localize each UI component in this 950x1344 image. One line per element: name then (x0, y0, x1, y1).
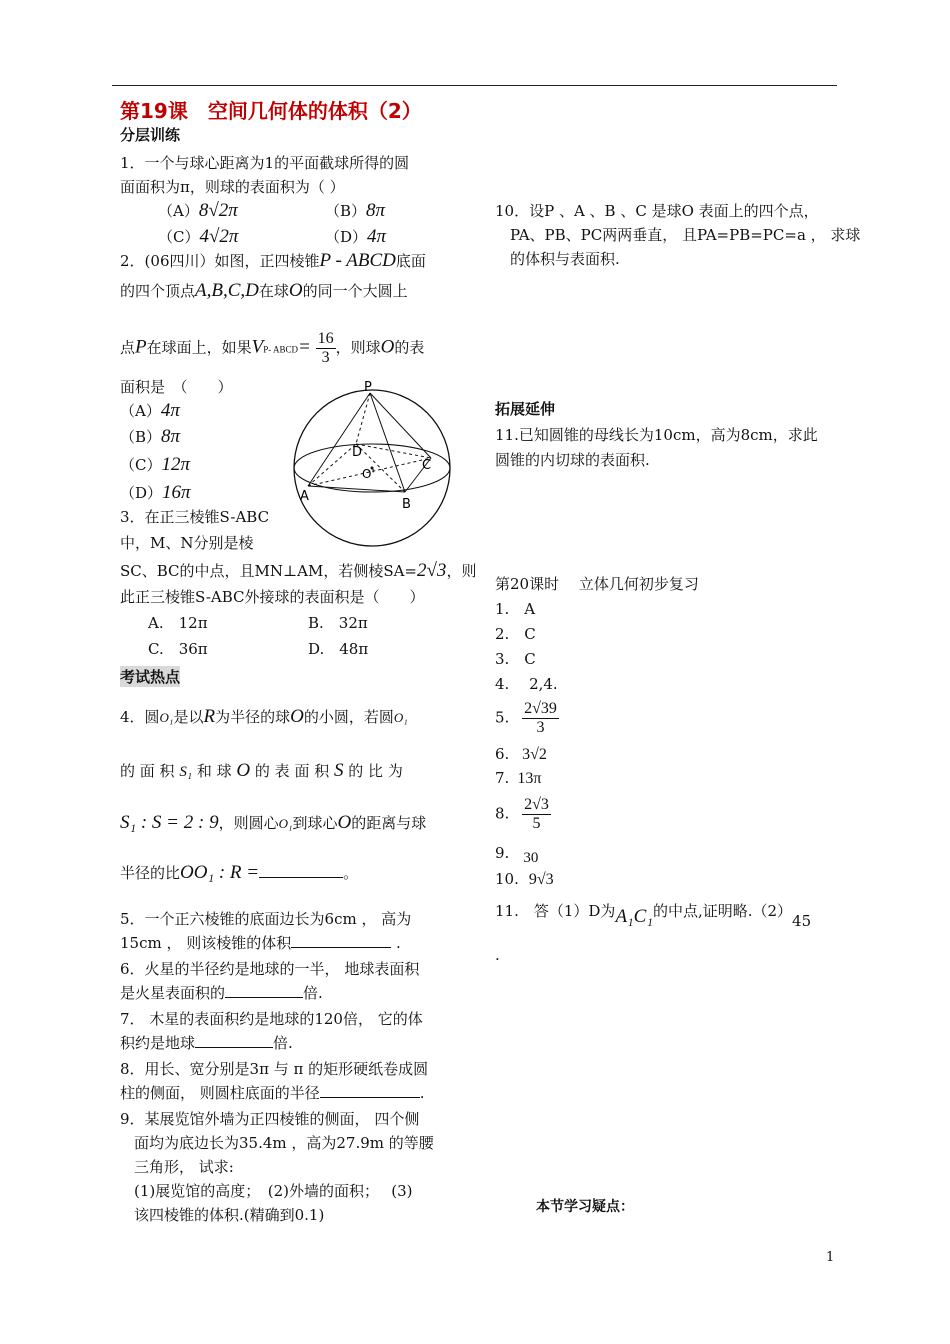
q1-line2: 面面积为π，则球的表面积为（ ） (120, 178, 345, 196)
point-a-label: A (300, 489, 309, 504)
point-b-label: B (402, 497, 411, 512)
q3-option-d: D. 48π (308, 640, 369, 658)
q5-line1: 5．一个正六棱锥的底面边长为6cm ， 高为 (120, 910, 412, 928)
q2-line1: 2．(06四川）如图，正四棱锥P - ABCD底面 (120, 250, 426, 271)
answer-2: 2. C (495, 625, 536, 643)
answers-title: 第20课时 立体几何初步复习 (495, 575, 699, 593)
q2-option-b: （B）8π (120, 426, 181, 447)
q4-line4: 半径的比OO₁ : R = 。 (120, 862, 359, 883)
q7-line2: 积约是地球 倍. (120, 1034, 293, 1052)
q3-line2: 中，M、N分别是棱 (120, 534, 254, 552)
q9-line2: 面均为底边长为35.4m ，高为27.9m 的等腰 (134, 1134, 434, 1152)
q2-option-a: （A）4π (120, 400, 180, 421)
q2-fraction: $\frac{16}{3}$ (317, 330, 334, 366)
q9-line1: 9．某展览馆外墙为正四棱锥的侧面， 四个侧 (120, 1110, 420, 1128)
q4-line2: 的 面 积 S₁ 和 球 O 的 表 面 积 S 的 比 为 (120, 760, 403, 781)
lesson-title: 第19课 空间几何体的体积（2） (120, 99, 422, 123)
answer-5: 5. $\frac{2√39}{3}$ (495, 700, 557, 736)
q10-line3: 的体积与表面积. (510, 250, 620, 268)
answer-7: 7. 13π (495, 769, 542, 787)
q3-option-a: A. 12π (148, 614, 208, 632)
point-c-label: C (422, 458, 432, 473)
q1-option-c: （C）4√2π (158, 226, 239, 247)
answer-4: 4. 2,4. (495, 675, 558, 693)
q2-line4: 面积是 （ ） (120, 378, 233, 396)
q3-line1: 3．在正三棱锥S-ABC (120, 508, 270, 526)
q8-answer-blank[interactable] (320, 1097, 420, 1098)
point-o-label: O' (362, 467, 375, 481)
q1-option-d: （D）4π (325, 226, 387, 247)
answer-1: 1. A (495, 600, 536, 618)
answer-3: 3. C (495, 650, 536, 668)
q1-line1: 1．一个与球心距离为1的平面截球所得的圆 (120, 154, 410, 172)
q3-line3: SC、BC的中点，且MN⊥AM，若侧棱SA=2√3，则 (120, 560, 477, 581)
section-layered-heading: 分层训练 (120, 126, 181, 144)
q8-line1: 8．用长、宽分别是3π 与 π 的矩形硬纸卷成圆 (120, 1060, 429, 1078)
page-number: 1 (826, 1250, 835, 1265)
q1-option-b: （B）8π (325, 200, 386, 221)
q2-option-c: （C）12π (120, 454, 191, 475)
q9-line5: 该四棱锥的体积.(精确到0.1) (134, 1206, 325, 1224)
section-hot-heading: 考试热点 (120, 668, 181, 686)
answer-11-period: . (495, 946, 500, 964)
q6-line1: 6．火星的半径约是地球的一半， 地球表面积 (120, 960, 420, 978)
q7-answer-blank[interactable] (195, 1047, 273, 1048)
q6-answer-blank[interactable] (225, 997, 303, 998)
answer-11: 11. 答（1）D为A₁C₁的中点,证明略.（2）45 (495, 902, 812, 930)
q1-option-a: （A）8√2π (158, 200, 238, 221)
q4-answer-blank[interactable] (259, 877, 343, 878)
q2-option-d: （D）16π (120, 482, 191, 503)
sphere-pyramid-figure (288, 378, 463, 553)
q2-line3: 点P在球面上，如果VP- ABCD= $\frac{16}{3}$ ，则球O的表 (120, 330, 425, 366)
learning-doubts-label: 本节学习疑点： (536, 1199, 634, 1215)
q3-option-b: B. 32π (308, 614, 368, 632)
q5-line2: 15cm ， 则该棱锥的体积 . (120, 934, 401, 952)
q2-line2: 的四个顶点A,B,C,D在球O的同一个大圆上 (120, 280, 408, 301)
q11-line2: 圆锥的内切球的表面积. (495, 451, 650, 469)
q11-line1: 11.已知圆锥的母线长为10cm，高为8cm，求此 (495, 426, 818, 444)
q8-line2: 柱的侧面， 则圆柱底面的半径 . (120, 1084, 425, 1102)
answer-10: 10. 9√3 (495, 870, 554, 888)
q10-line2: PA、PB、PC两两垂直， 且PA=PB=PC=a ， 求球 (510, 226, 861, 244)
q5-answer-blank[interactable] (291, 947, 391, 948)
section-extend-heading: 拓展延伸 (495, 400, 556, 418)
point-p-label: P (364, 380, 372, 395)
q6-line2: 是火星表面积的 倍. (120, 984, 323, 1002)
q4-line1: 4．圆O₁是以R为半径的球O的小圆，若圆O₁ (120, 706, 408, 727)
q7-line1: 7． 木星的表面积约是地球的120倍， 它的体 (120, 1010, 423, 1028)
q3-option-c: C. 36π (148, 640, 208, 658)
header-rule (112, 85, 837, 86)
q9-line4: (1)展览馆的高度； (2)外墙的面积； (3) (134, 1182, 413, 1200)
q4-line3: S₁ : S = 2 : 9，则圆心O₁到球心O的距离与球 (120, 812, 427, 833)
q10-line1: 10．设P 、A 、B 、C 是球O 表面上的四个点， (495, 202, 819, 220)
point-d-label: D (352, 445, 363, 460)
q3-line4: 此正三棱锥S-ABC外接球的表面积是（ ） (120, 588, 425, 606)
answer-9: 9. 30 (495, 844, 539, 866)
q9-line3: 三角形， 试求: (134, 1158, 234, 1176)
answer-6: 6. 3√2 (495, 745, 547, 763)
answer-8: 8. $\frac{2√3}{5}$ (495, 796, 549, 832)
